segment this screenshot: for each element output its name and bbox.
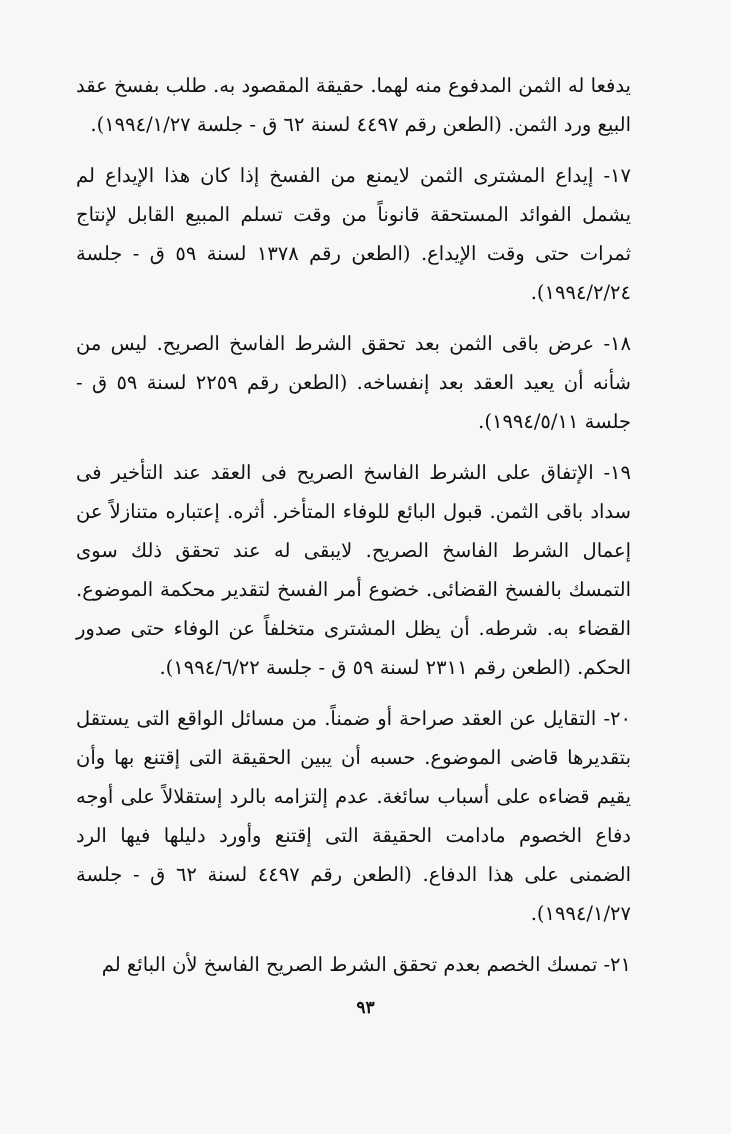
document-page (76, 66, 631, 984)
page-number: ٩٣ (356, 998, 375, 1018)
paragraph-19: ١٩- الإتفاق على الشرط الفاسخ الصريح فى العقد عند التأخير فى سداد باقى الثمن. قبول البائع للوفاء المتأخر. أثره. إعتباره متنازلاً عن إعمال الشرط الفاسخ الصريح. لايبقى له عند تحقق ذلك سوى التمسك بالفسخ القضائى. خضوع أمر الفسخ لتقدير محكمة الموضوع. القضاء به. شرطه. أن يظل المشترى متخلفاً عن الوفاء حتى صدور الحكم. (الطعن رقم ٢٣١١ لسنة ٥٩ ق - جلسة ١٩٩٤/٦/٢٢). (76, 461, 631, 679)
paragraph-20: ٢٠- التقايل عن العقد صراحة أو ضمناً. من مسائل الواقع التى يستقل بتقديرها قاضى الموضوع. حسبه أن يبين الحقيقة التى إقتنع بها وأن يقيم قضاءه على أسباب سائغة. عدم إلتزامه بالرد إستقلالاً على أوجه دفاع الخصوم مادامت الحقيقة التى إقتنع وأورد دليلها فيها الرد الضمنى على هذا الدفاع. (الطعن رقم ٤٤٩٧ لسنة ٦٢ ق - جلسة ١٩٩٤/١/٢٧). (76, 707, 631, 925)
paragraph-17: ١٧- إيداع المشترى الثمن لايمنع من الفسخ إذا كان هذا الإيداع لم يشمل الفوائد المستحقة قانوناً من وقت تسلم المبيع القابل لإنتاج ثمرات حتى وقت الإيداع. (الطعن رقم ١٣٧٨ لسنة ٥٩ ق - جلسة ١٩٩٤/٢/٢٤). (76, 164, 631, 304)
paragraph-continued: يدفعا له الثمن المدفوع منه لهما. حقيقة المقصود به. طلب بفسخ عقد البيع ورد الثمن. (الطعن رقم ٤٤٩٧ لسنة ٦٢ ق - جلسة ١٩٩٤/١/٢٧). (76, 74, 631, 136)
paragraph-21: ٢١- تمسك الخصم بعدم تحقق الشرط الصريح الفاسخ لأن البائع لم (101, 953, 631, 976)
paragraph-18: ١٨- عرض باقى الثمن بعد تحقق الشرط الفاسخ الصريح. ليس من شأنه أن يعيد العقد بعد إنفساخه. (الطعن رقم ٢٢٥٩ لسنة ٥٩ ق - جلسة ١٩٩٤/٥/١١). (76, 332, 631, 433)
